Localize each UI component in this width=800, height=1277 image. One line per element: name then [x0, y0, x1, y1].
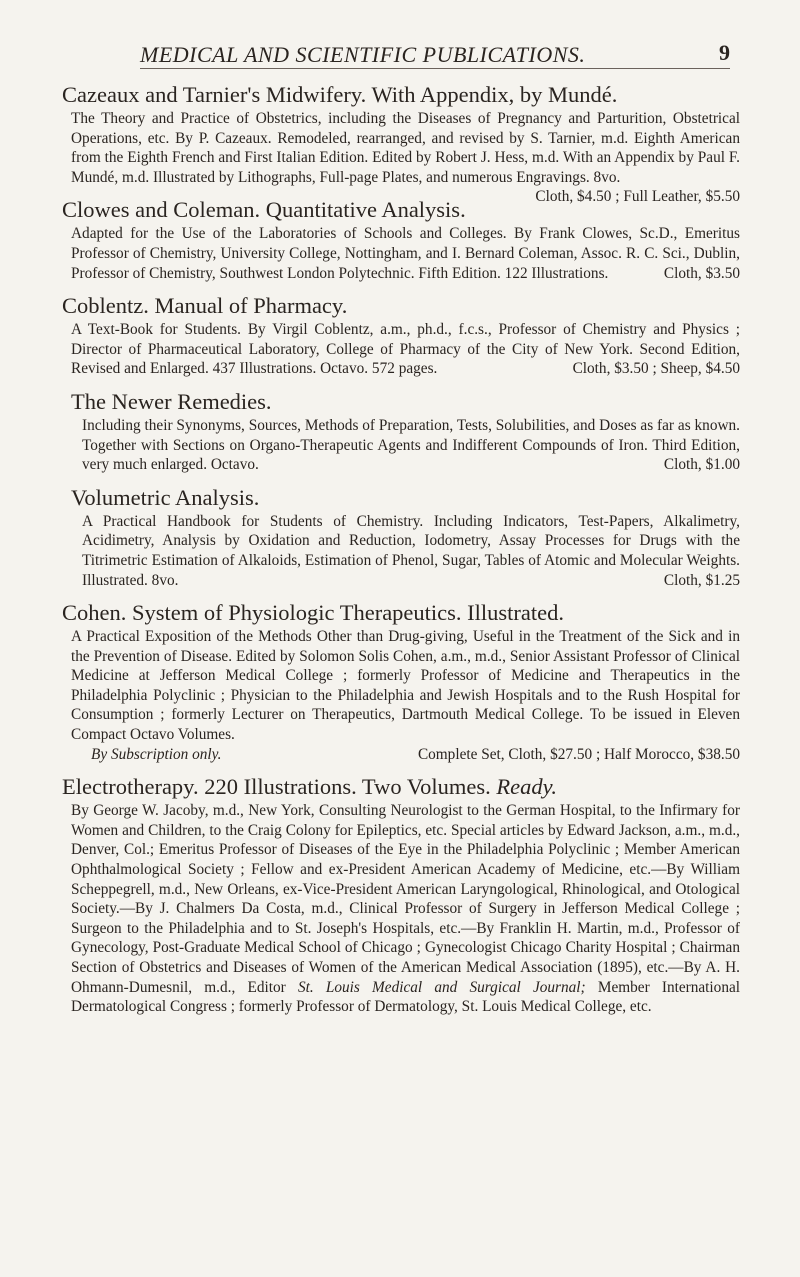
entry-description [62, 416, 740, 475]
journal-title: St. Louis Medical and Surgical Journal; [297, 978, 586, 996]
entry-text: Adapted for the Use of the Laboratories of Schools and Colleges. By Frank Clowes, Sc.D., Emeritus Professor of Chemistry, University College, Nottingham, and I. Bernard Coleman, Assoc. R. C. Sci., Dublin, Professor of Chemistry, Southwest London Polytechnic. Fifth Edition. 122 Illustrations. [71, 225, 740, 282]
entry-price: Cloth, $1.00 [663, 456, 740, 474]
entry-description [62, 224, 740, 283]
entry-heading: Cohen. System of Physiologic Therapeutics. Illustrated. [62, 600, 565, 626]
entry-description [62, 320, 740, 379]
entry-text: A Practical Handbook for Students of Chemistry. Including Indicators, Test-Papers, Alkalimetry, Acidimetry, Analysis by Oxidation and Reduction, Iodometry, Assay Processes for Drugs with the Titrimetric Estimation of Alkaloids, Estimation of Phenol, Sugar, Tables of Atomic and Molecular Weights. Illustrated. 8vo. [82, 512, 740, 589]
catalog-entry [62, 598, 740, 764]
entry-text-end: Member International Dermatological Congress ; formerly Professor of Dermatology, St. Louis Medical College, etc. [71, 978, 741, 1016]
catalog-entry [62, 483, 740, 590]
entry-description [62, 512, 740, 590]
catalog-entry [62, 291, 740, 379]
catalog-entry [62, 387, 740, 475]
entry-price: Cloth, $1.25 [663, 571, 740, 589]
entry-description [62, 109, 740, 206]
page-number: 9 [719, 40, 730, 65]
entry-text: A Text-Book for Students. By Virgil Coblentz, a.m., ph.d., f.c.s., Professor of Chemistry and Physics ; Director of Pharmaceutical Laboratory, College of Pharmacy of the City of New York. Second Edition, Revised and Enlarged. 437 Illustrations. Octavo. 572 pages. [71, 321, 740, 378]
ready-label: Ready. [496, 774, 558, 800]
catalog-entries [62, 80, 740, 1025]
entry-price: Cloth, $3.50 [663, 264, 740, 282]
entry-heading: The Newer Remedies. [71, 388, 272, 414]
entry-description [62, 627, 740, 764]
catalog-entry [62, 80, 740, 206]
entry-heading: Electrotherapy. 220 Illustrations. Two Volumes. [62, 774, 491, 800]
catalog-entry [62, 195, 740, 283]
running-title: MEDICAL AND SCIENTIFIC PUBLICATIONS. [140, 42, 586, 67]
entry-price: Cloth, $3.50 ; Sheep, $4.50 [572, 360, 740, 378]
entry-price: Cloth, $4.50 ; Full Leather, $5.50 [535, 188, 740, 206]
entry-heading: Cazeaux and Tarnier's Midwifery. With Appendix, by Mundé. [62, 82, 618, 107]
subscription-note: By Subscription only. [91, 745, 222, 763]
entry-text: Including their Synonyms, Sources, Methods of Preparation, Tests, Solubilities, and Doses as far as known. Together with Sections on Organo-Therapeutic Agents and Indifferent Compounds of Iron. Third Edition, very much enlarged. Octavo. [82, 416, 740, 474]
entry-text: A Practical Exposition of the Methods Other than Drug-giving, Useful in the Treatment of the Sick and in the Prevention of Disease. Edited by Solomon Solis Cohen, a.m., m.d., Senior Assistant Professor of Clinical Medicine at Jefferson Medical College ; formerly Professor of Medicine and Therapeutics in the Philadelphia Polyclinic ; Physician to the Philadelphia and Jewish Hospitals and to the Rush Hospital for Consumption ; formerly Lecturer on Therapeutics, Dartmouth Medical College. To be issued in Eleven Compact Octavo Volumes. [71, 628, 740, 744]
entry-heading: Coblentz. Manual of Pharmacy. [62, 293, 348, 319]
entry-text: The Theory and Practice of Obstetrics, including the Diseases of Pregnancy and Parturition, Obstetrical Operations, etc. By P. Cazeaux. Remodeled, rearranged, and revised by S. Tarnier, m.d. Eighth American from the Eighth French and First Italian Edition. Edited by Robert J. Hess, m.d. With an Appendix by Paul F. Mundé, m.d. Illustrated by Lithographs, Full-page Plates, and numerous Engravings. 8vo. [71, 110, 740, 186]
catalog-entry [62, 772, 740, 1017]
entry-text: By George W. Jacoby, m.d., New York, Consulting Neurologist to the German Hospital, to the Infirmary for Women and Children, to the Craig Colony for Epileptics, etc. Special articles by Edward Jackson, a.m., m.d., Denver, Col.; Emeritus Professor of Diseases of the Eye in the Philadelphia Polyclinic ; Member American Ophthalmological Society ; Fellow and ex-President American Academy of Medicine, etc.—By William Scheppegrell, m.d., New Orleans, ex-Vice-President American Laryngological, Rhinological, and Otological Society.—By J. Chalmers Da Costa, m.d., Clinical Professor of Surgery in Jefferson Medical College ; Surgeon to the Philadelphia and to St. Joseph's Hospitals, etc.—By Franklin H. Martin, m.d., Professor of Gynecology, Post-Graduate Medical School of Chicago ; Gynecologist Chicago Charity Hospital ; Chairman Section of Obstetrics and Diseases of Women of the American Medical Association (1895), etc.—By A. H. Ohmann-Dumesnil, m.d., Editor [71, 802, 740, 996]
entry-heading: Clowes and Coleman. Quantitative Analysis. [62, 197, 466, 223]
running-head [140, 42, 730, 69]
entry-heading-line [62, 772, 740, 801]
entry-price-line [71, 745, 740, 765]
entry-description [62, 801, 740, 1017]
entry-heading: Volumetric Analysis. [71, 484, 260, 510]
entry-price: Complete Set, Cloth, $27.50 ; Half Morocco, $38.50 [417, 745, 740, 763]
